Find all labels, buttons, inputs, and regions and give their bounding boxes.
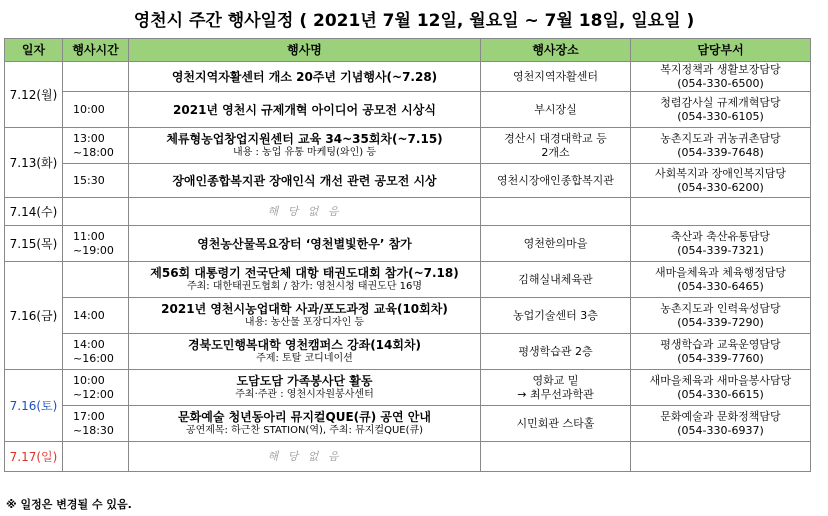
table-row	[5, 298, 811, 334]
time-cell	[63, 262, 129, 298]
event-cell: 문화예술 청년동아리 뮤지컬QUE(큐) 공연 안내 공연제목: 하근찬 STATION(역), 주최: 뮤지컬QUE(큐)	[129, 406, 481, 442]
event-cell: 경북도민행복대학 영천캠퍼스 강좌(14회차) 주제: 토탈 코디네이션	[129, 334, 481, 370]
date-cell: 7.12(월)	[5, 62, 63, 128]
place-cell: 영천시장애인종합복지관	[481, 164, 631, 198]
place-cell: 영화교 밑 → 최무선과학관	[481, 370, 631, 406]
event-cell: 체류형농업창업지원센터 교육 34~35회차(~7.15) 내용 : 농업 유통 마케팅(와인) 등	[129, 128, 481, 164]
time-cell: 14:00	[63, 298, 129, 334]
event-cell: 제56회 대통령기 전국단체 대항 태권도대회 참가(~7.18) 주최: 대한태권도협회 / 참가: 영천시청 태권도단 16명	[129, 262, 481, 298]
table-row	[5, 226, 811, 262]
place-cell: 김해실내체육관	[481, 262, 631, 298]
date-cell: 7.16(토)	[5, 370, 63, 442]
dept-cell: 새마을체육과 체육행정담당 (054-330-6465)	[631, 262, 811, 298]
date-cell: 7.14(수)	[5, 198, 63, 226]
event-cell: 2021년 영천시 규제개혁 아이디어 공모전 시상식	[129, 92, 481, 128]
time-cell: 17:00 ~18:30	[63, 406, 129, 442]
dept-cell: 축산과 축산유통담당 (054-339-7321)	[631, 226, 811, 262]
table-row	[5, 370, 811, 406]
date-cell: 7.15(목)	[5, 226, 63, 262]
table-row	[5, 442, 811, 472]
dept-cell: 문화예술과 문화정책담당 (054-330-6937)	[631, 406, 811, 442]
dept-cell: 청렴감사실 규제개혁담당 (054-330-6105)	[631, 92, 811, 128]
table-row	[5, 164, 811, 198]
header-row	[5, 39, 811, 62]
time-cell: 14:00 ~16:00	[63, 334, 129, 370]
place-cell: 영천한의마을	[481, 226, 631, 262]
time-cell	[63, 62, 129, 92]
table-row	[5, 262, 811, 298]
time-cell: 15:30	[63, 164, 129, 198]
event-cell: 영천농산물목요장터 ‘영천별빛한우’ 참가	[129, 226, 481, 262]
table-row	[5, 128, 811, 164]
header-dept: 담당부서	[631, 39, 811, 62]
header-time: 행사시간	[63, 39, 129, 62]
footnote: ※ 일정은 변경될 수 있음.	[6, 498, 132, 511]
dept-cell: 농촌지도과 귀농귀촌담당 (054-339-7648)	[631, 128, 811, 164]
time-cell: 13:00 ~18:00	[63, 128, 129, 164]
place-cell: 농업기술센터 3층	[481, 298, 631, 334]
table-row	[5, 406, 811, 442]
header-place: 행사장소	[481, 39, 631, 62]
place-cell: 부시장실	[481, 92, 631, 128]
event-cell: 장애인종합복지관 장애인식 개선 관련 공모전 시상	[129, 164, 481, 198]
table-row	[5, 334, 811, 370]
schedule-table	[4, 38, 811, 472]
table-row	[5, 62, 811, 92]
dept-cell: 농촌지도과 인력육성담당 (054-339-7290)	[631, 298, 811, 334]
time-cell: 11:00 ~19:00	[63, 226, 129, 262]
event-cell: 2021년 영천시농업대학 사과/포도과정 교육(10회차) 내용: 농산물 포장디자인 등	[129, 298, 481, 334]
date-cell: 7.17(일)	[5, 442, 63, 472]
header-date: 일자	[5, 39, 63, 62]
dept-cell: 복지정책과 생활보장담당 (054-330-6500)	[631, 62, 811, 92]
event-cell: 도담도담 가족봉사단 활동 주최·주관 : 영천시자원봉사센터	[129, 370, 481, 406]
dept-cell: 사회복지과 장애인복지담당 (054-330-6200)	[631, 164, 811, 198]
place-cell: 시민회관 스타홀	[481, 406, 631, 442]
time-cell: 10:00 ~12:00	[63, 370, 129, 406]
table-row	[5, 198, 811, 226]
table-row	[5, 92, 811, 128]
no-event-cell: 해 당 없 음	[129, 442, 481, 472]
place-cell: 평생학습관 2층	[481, 334, 631, 370]
page-title: 영천시 주간 행사일정 ( 2021년 7월 12일, 월요일 ~ 7월 18일, 일요일 )	[133, 11, 695, 31]
event-cell: 영천지역자활센터 개소 20주년 기념행사(~7.28)	[129, 62, 481, 92]
date-cell: 7.16(금)	[5, 262, 63, 370]
date-cell: 7.13(화)	[5, 128, 63, 198]
header-event: 행사명	[129, 39, 481, 62]
no-event-cell: 해 당 없 음	[129, 198, 481, 226]
time-cell: 10:00	[63, 92, 129, 128]
dept-cell: 평생학습과 교육운영담당 (054-339-7760)	[631, 334, 811, 370]
dept-cell: 새마을체육과 새마을봉사담당 (054-330-6615)	[631, 370, 811, 406]
place-cell: 영천지역자활센터	[481, 62, 631, 92]
place-cell: 경산시 대경대학교 등 2개소	[481, 128, 631, 164]
